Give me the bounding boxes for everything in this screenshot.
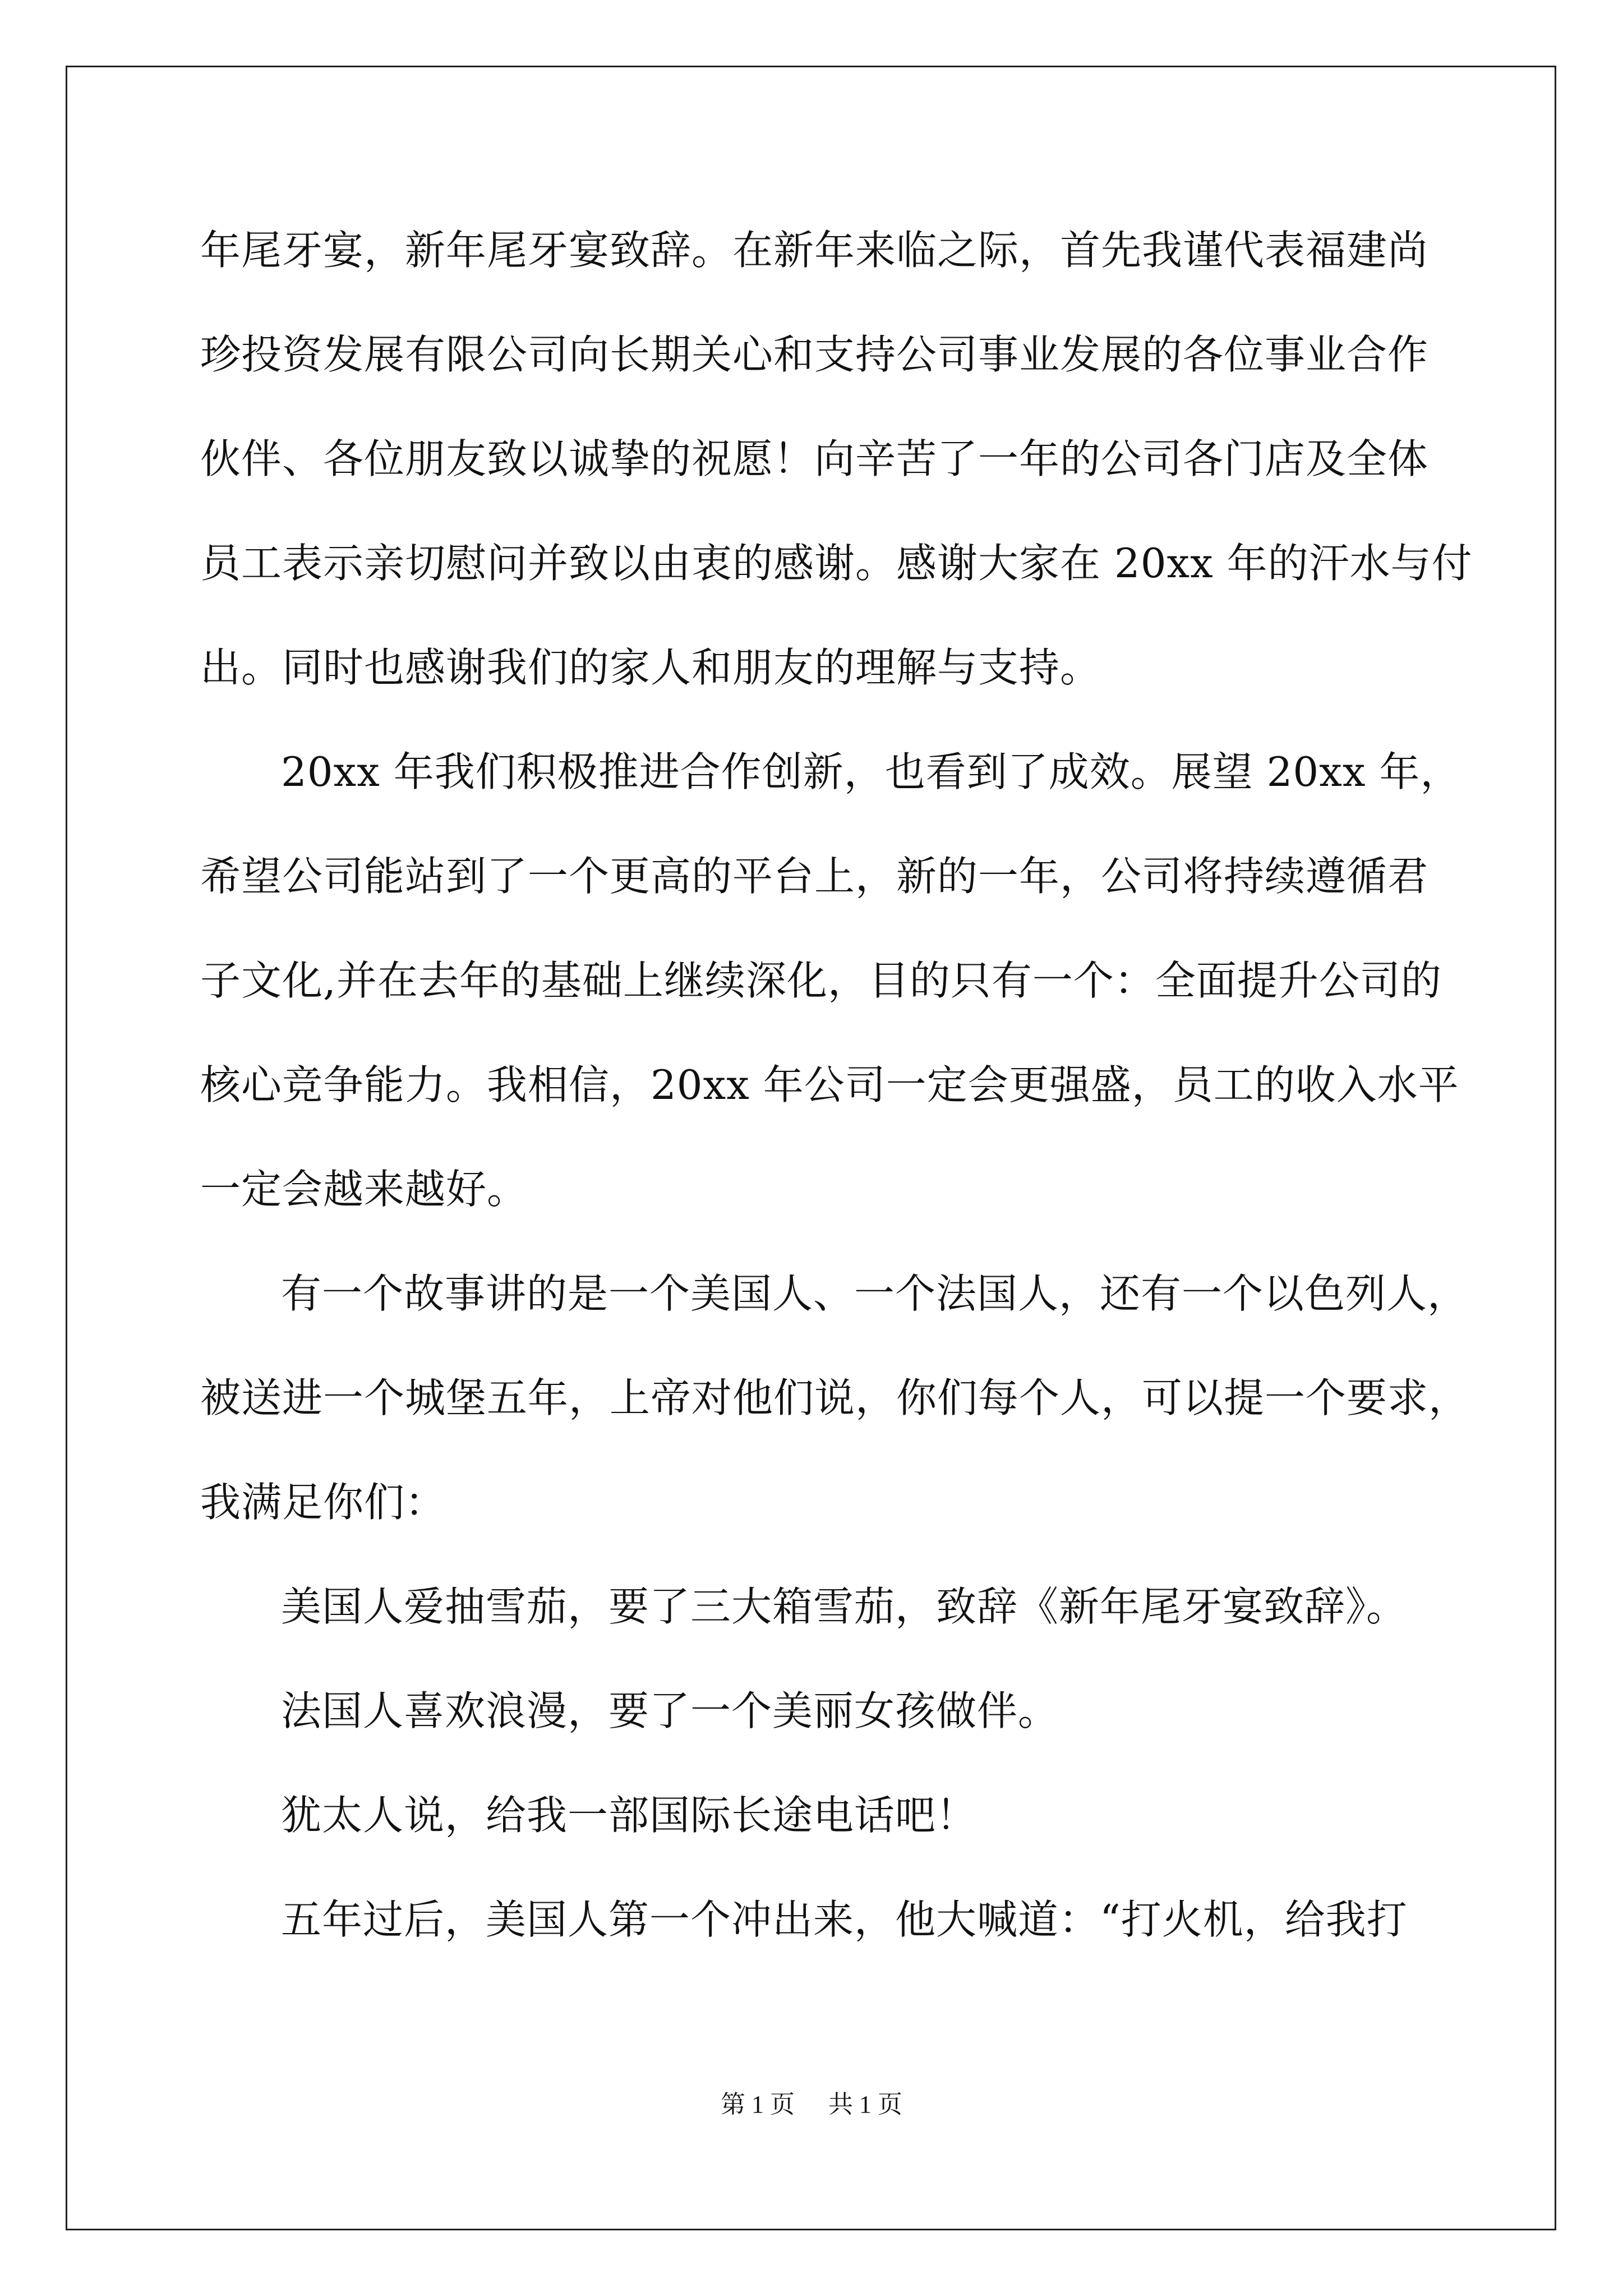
paragraph-line: 犹太人说，给我一部国际长途电话吧！ (281, 1792, 978, 1839)
paragraph-line: 法国人喜欢浪漫，要了一个美丽女孩做伴。 (281, 1687, 1059, 1734)
paragraph-line: 伙伴、各位朋友致以诚挚的祝愿！向辛苦了一年的公司各门店及全体 (200, 435, 1429, 482)
paragraph-line: 珍投资发展有限公司向长期关心和支持公司事业发展的各位事业合作 (200, 331, 1429, 378)
paragraph-line: 年尾牙宴，新年尾牙宴致辞。在新年来临之际，首先我谨代表福建尚 (200, 227, 1429, 274)
paragraph-line: 一定会越来越好。 (200, 1166, 528, 1213)
page-number-current: 第 1 页 (721, 2091, 795, 2118)
paragraph-line: 20xx 年我们积极推进合作创新，也看到了成效。展望 20xx 年， (281, 748, 1461, 795)
paragraph-line: 美国人爱抽雪茄，要了三大箱雪茄，致辞《新年尾牙宴致辞》。 (281, 1583, 1408, 1630)
paragraph-line: 出。同时也感谢我们的家人和朋友的理解与支持。 (200, 644, 1101, 691)
paragraph-line: 核心竞争能力。我相信，20xx 年公司一定会更强盛，员工的收入水平 (200, 1061, 1459, 1108)
paragraph-line: 被送进一个城堡五年，上帝对他们说，你们每个人，可以提一个要求， (200, 1374, 1470, 1421)
paragraph-line: 我满足你们： (200, 1479, 446, 1526)
page-number-total: 共 1 页 (828, 2091, 902, 2118)
paragraph-line: 员工表示亲切慰问并致以由衷的感谢。感谢大家在 20xx 年的汗水与付 (200, 540, 1473, 587)
paragraph-line: 有一个故事讲的是一个美国人、一个法国人，还有一个以色列人， (281, 1270, 1469, 1317)
paragraph-line: 子文化,并在去年的基础上继续深化，目的只有一个：全面提升公司的 (200, 957, 1442, 1004)
paragraph-line: 五年过后，美国人第一个冲出来，他大喊道：“打火机，给我打 (281, 1896, 1408, 1943)
paragraph-line: 希望公司能站到了一个更高的平台上，新的一年，公司将持续遵循君 (200, 853, 1429, 900)
page-footer (0, 2088, 1623, 2122)
